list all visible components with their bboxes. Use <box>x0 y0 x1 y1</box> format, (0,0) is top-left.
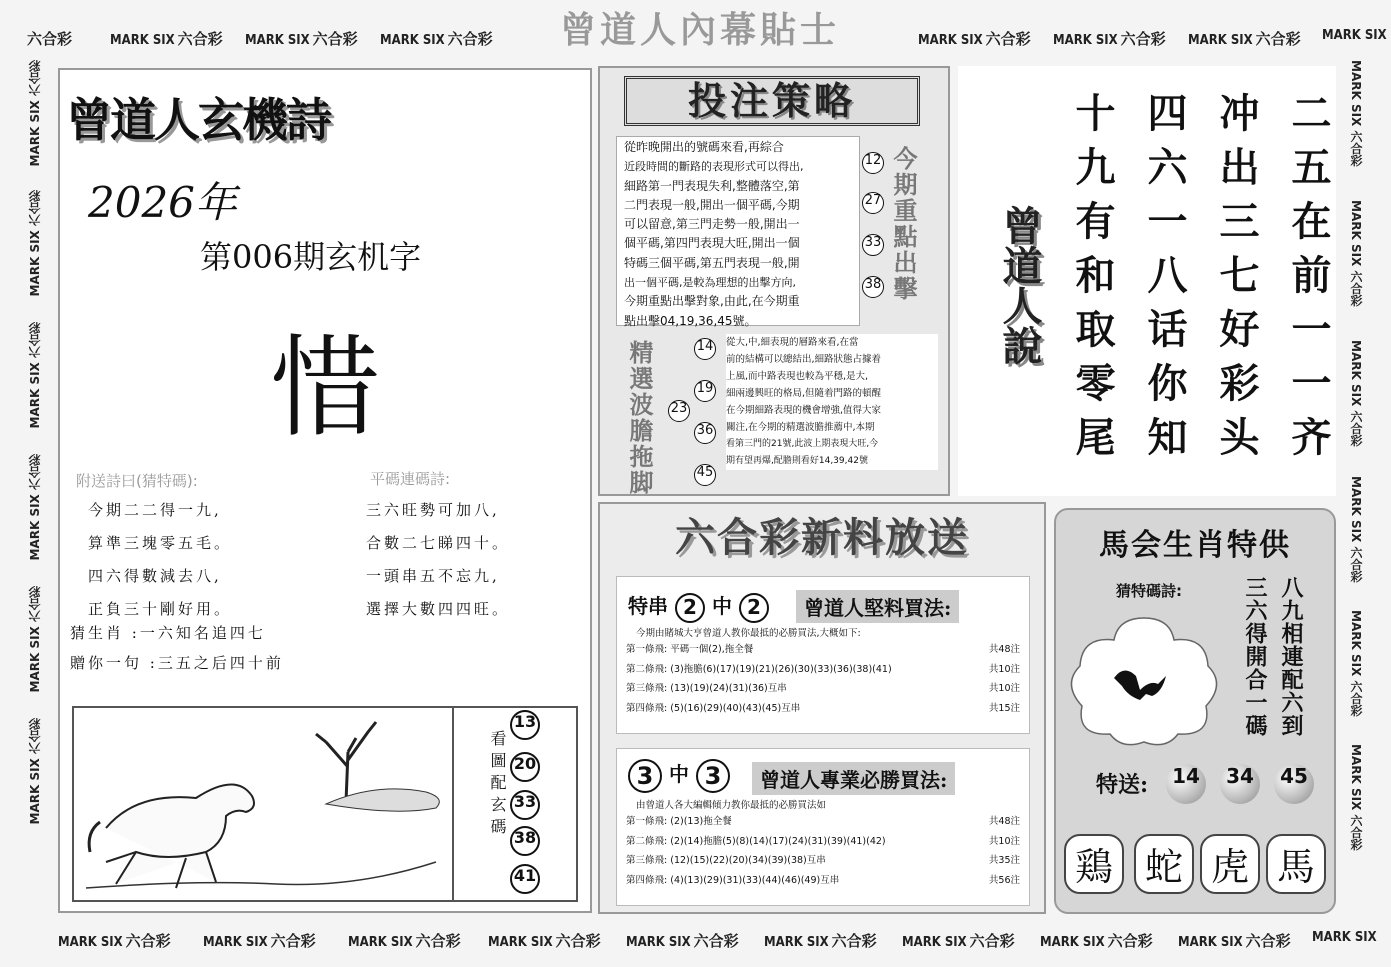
mark-six-logo: MARK SIX 六合彩 <box>203 932 316 950</box>
mark-six-logo: MARK SIX 六合彩 <box>918 30 1031 48</box>
method-row: 第三條飛: (12)(15)(22)(20)(34)(39)(38)互串 共35注 <box>626 855 1020 866</box>
text-line: 期有望再爆,配膽則看好14,39,42號 <box>726 456 868 466</box>
mark-six-logo: MARK SIX 六合彩 <box>1040 932 1153 950</box>
release-banner: 六合彩新料放送 <box>675 514 969 561</box>
top-title: 曾道人內幕貼士 <box>559 9 840 51</box>
method-1-intro: 今期由賭城大亨曾道人教你最抵的必勝買法,大概如下: <box>636 628 861 639</box>
focus-number: 12 <box>862 152 884 174</box>
text-line: 看第三門的21號,此波上期表現大旺,今 <box>726 439 879 449</box>
zodiac-poem-label: 猜特碼詩: <box>1116 582 1182 600</box>
gift-poem <box>88 494 232 626</box>
mark-six-logo: MARK SIX 六合彩 <box>1053 30 1166 48</box>
wave-paragraph <box>726 334 938 470</box>
special-ball: 14 <box>1166 764 1206 804</box>
top-mark-strip <box>0 22 1391 56</box>
method-2-head <box>628 758 730 793</box>
right-mark-strip <box>1344 60 1374 920</box>
zodiac-animal: 馬 <box>1266 834 1326 894</box>
mark-six-logo: MARK SIX 六合彩 <box>28 718 42 825</box>
poem-line: 四六得數減去八, <box>88 567 222 585</box>
strategy-paragraph <box>624 138 860 331</box>
mark-six-logo: MARK SIX <box>1312 930 1377 945</box>
mark-six-logo: MARK SIX 六合彩 <box>28 190 42 297</box>
wave-number: 45 <box>694 464 716 486</box>
wave-number: 36 <box>694 422 716 444</box>
method-2-num-a: 3 <box>628 759 662 793</box>
zodiac-poem-column: 八九相連配六到 <box>1278 576 1304 737</box>
zodiac-animal: 虎 <box>1200 834 1260 894</box>
method-row: 第二條飛: (2)(14)拖膽(5)(8)(14)(17)(24)(31)(39)(41)(42) 共10注 <box>626 835 1020 847</box>
picture-label: 看圖配玄碼 <box>488 730 507 840</box>
guess-zodiac-text: :一六知名追四七 <box>131 624 266 642</box>
text-line: 從昨晚開出的號碼來看,再綜合 <box>624 140 784 154</box>
method-row: 第一條飛: (2)(13)拖全餐 共48注 <box>626 816 1020 827</box>
method-2-title: 曾道人專業必勝買法: <box>752 762 955 795</box>
issue-label: 第006期玄机字 <box>200 238 422 276</box>
poem-column: 四六一八话你知 <box>1141 92 1188 470</box>
mark-six-logo: MARK SIX 六合彩 <box>28 586 42 693</box>
year-label: 2026年 <box>88 178 237 227</box>
special-ball: 45 <box>1274 764 1314 804</box>
corner-mark: 六合彩 <box>27 30 73 48</box>
poem-line: 三六旺勢可加八, <box>366 501 500 519</box>
text-line: 細兩邊興旺的格局,但隨着門路的頓醒 <box>726 388 882 399</box>
method-1-num-b: 2 <box>739 593 769 623</box>
method-1-head <box>628 590 769 623</box>
mark-six-logo: MARK SIX 六合彩 <box>1349 744 1363 851</box>
zodiac-animal: 蛇 <box>1134 834 1194 894</box>
text-line: 點出擊04,19,36,45號。 <box>624 313 757 328</box>
text-line: 關注,在今期的精選波膽推薦中,本期 <box>726 422 875 433</box>
wave-label: 精選波膽拖脚 <box>625 340 654 496</box>
bottom-mark-strip <box>0 922 1391 956</box>
gift-poem-label: 附送詩曰(猜特碼): <box>76 472 198 490</box>
method-2-rows <box>626 812 1020 890</box>
mark-six-logo: MARK SIX 六合彩 <box>28 60 42 167</box>
flat-poem-label: 平碼連碼詩: <box>370 470 451 488</box>
gift-line-label: 贈你一句 <box>70 654 143 672</box>
focus-number: 33 <box>862 234 884 256</box>
focus-number: 27 <box>862 192 884 214</box>
text-line: 前的結構可以總結出,細路狀態占據着 <box>726 354 882 365</box>
number-circle: 41 <box>510 864 540 894</box>
text-line: 個平碼,第四門表現大旺,開出一個 <box>624 236 800 251</box>
poem-line: 一頭串五不忘九, <box>366 567 500 585</box>
method-1-rows <box>626 640 1020 718</box>
mark-six-logo: MARK SIX 六合彩 <box>28 454 42 561</box>
zodiac-animal: 鶏 <box>1064 834 1124 894</box>
mark-six-logo: MARK SIX 六合彩 <box>1349 200 1363 307</box>
strategy-title: 投注策略 <box>624 76 920 126</box>
poem-column: 十九有和取零尾 <box>1069 92 1116 470</box>
method-1-num-a: 2 <box>675 593 705 623</box>
mark-six-logo: MARK SIX 六合彩 <box>902 932 1015 950</box>
text-line: 二門表現一般,開出一個平碼,今期 <box>624 197 800 212</box>
picture-divider <box>452 708 454 900</box>
horse-tree-illustration <box>76 712 448 898</box>
mark-six-logo: MARK SIX 六合彩 <box>110 30 223 48</box>
method-row: 第一條飛: 平碼一個(2),拖全餐 共48注 <box>626 644 1020 655</box>
focus-label: 今期重點出擊 <box>889 146 918 302</box>
mystery-character: 惜 <box>270 324 380 452</box>
text-line: 特碼三個平碼,第五門表現一般,開 <box>624 255 800 270</box>
mark-six-logo: MARK SIX 六合彩 <box>245 30 358 48</box>
method-row: 第二條飛: (3)拖膽(6)(17)(19)(21)(26)(30)(33)(36)(38)(41) 共10注 <box>626 663 1020 675</box>
poem-line: 選擇大數四四旺。 <box>366 600 511 618</box>
mark-six-logo: MARK SIX 六合彩 <box>28 322 42 429</box>
zengdaoren-says-stamp: 曾道人說 <box>996 205 1043 365</box>
text-line: 從大,中,細表現的層路來看,在當 <box>726 337 859 348</box>
poem-column: 冲出三七好彩头 <box>1213 92 1260 470</box>
wave-number: 19 <box>694 380 716 402</box>
text-line: 可以留意,第三門走勢一般,開出一 <box>624 217 800 232</box>
mark-six-logo: MARK SIX 六合彩 <box>1349 476 1363 583</box>
method-1-mid: 中 <box>711 594 732 618</box>
method-1-title: 曾道人堅料買法: <box>796 590 959 623</box>
poem-title: 曾道人玄機詩 <box>66 93 330 147</box>
special-label: 特送: <box>1096 772 1149 798</box>
mark-six-logo: MARK SIX 六合彩 <box>1178 932 1291 950</box>
mark-six-logo: MARK SIX 六合彩 <box>626 932 739 950</box>
text-line: 今期重點出擊對象,由此,在今期重 <box>624 294 800 309</box>
gift-line <box>70 652 284 673</box>
left-mark-strip <box>22 60 52 920</box>
zodiac-cloud-emblem <box>1066 610 1222 750</box>
text-line: 出一個平碼,是較為理想的出擊方向, <box>624 276 796 290</box>
gift-line-text: :三五之后四十前 <box>149 654 284 672</box>
poem-line: 正負三十剛好用。 <box>88 600 233 618</box>
method-2-num-b: 3 <box>696 759 730 793</box>
mark-six-logo: MARK SIX 六合彩 <box>1349 610 1363 717</box>
zodiac-title: 馬会生肖特供 <box>1099 528 1291 563</box>
mark-six-logo: MARK SIX 六合彩 <box>380 30 493 48</box>
poem-column: 二五在前一一齐 <box>1285 92 1332 470</box>
text-line: 細路第一門表現失利,整體落空,第 <box>624 178 800 193</box>
wave-number: 14 <box>694 338 716 360</box>
zodiac-poem-column: 三六得開合一碼 <box>1242 576 1268 737</box>
guess-zodiac-label: 猜生肖 <box>70 624 125 642</box>
method-2-mid: 中 <box>668 762 689 786</box>
text-line: 上風,而中路表現也較為平穩,是大, <box>726 371 869 382</box>
mark-six-logo: MARK SIX 六合彩 <box>348 932 461 950</box>
mark-six-logo: MARK SIX <box>1322 28 1387 43</box>
wave-number: 23 <box>668 400 690 422</box>
mark-six-logo: MARK SIX 六合彩 <box>58 932 171 950</box>
number-circle: 33 <box>510 790 540 820</box>
mark-six-logo: MARK SIX 六合彩 <box>1349 340 1363 447</box>
mark-six-logo: MARK SIX 六合彩 <box>764 932 877 950</box>
poem-line: 合數二七睇四十。 <box>366 534 511 552</box>
text-line: 近段時間的斷路的表現形式可以得出, <box>624 160 804 174</box>
focus-number: 38 <box>862 276 884 298</box>
mark-six-logo: MARK SIX 六合彩 <box>488 932 601 950</box>
poem-line: 今期二二得一九, <box>88 501 222 519</box>
text-line: 在今期細路表現的機會增強,值得大家 <box>726 405 882 416</box>
method-row: 第四條飛: (4)(13)(29)(31)(33)(44)(46)(49)互串 共56注 <box>626 874 1020 886</box>
method-1-head-text: 特串 <box>628 594 668 618</box>
number-circle: 38 <box>510 826 540 856</box>
number-circle: 13 <box>510 710 540 740</box>
poem-line: 算準三塊零五毛。 <box>88 534 233 552</box>
method-2-intro: 由曾道人各大編輯傾力教你最抵的必勝買法如 <box>636 800 827 811</box>
method-row: 第四條飛: (5)(16)(29)(40)(43)(45)互串 共15注 <box>626 702 1020 714</box>
number-circle: 20 <box>510 752 540 782</box>
method-row: 第三條飛: (13)(19)(24)(31)(36)互串 共10注 <box>626 683 1020 694</box>
mark-six-logo: MARK SIX 六合彩 <box>1349 60 1363 167</box>
special-ball: 34 <box>1220 764 1260 804</box>
mark-six-logo: MARK SIX 六合彩 <box>1188 30 1301 48</box>
guess-zodiac <box>70 622 266 643</box>
flat-poem <box>366 494 510 626</box>
